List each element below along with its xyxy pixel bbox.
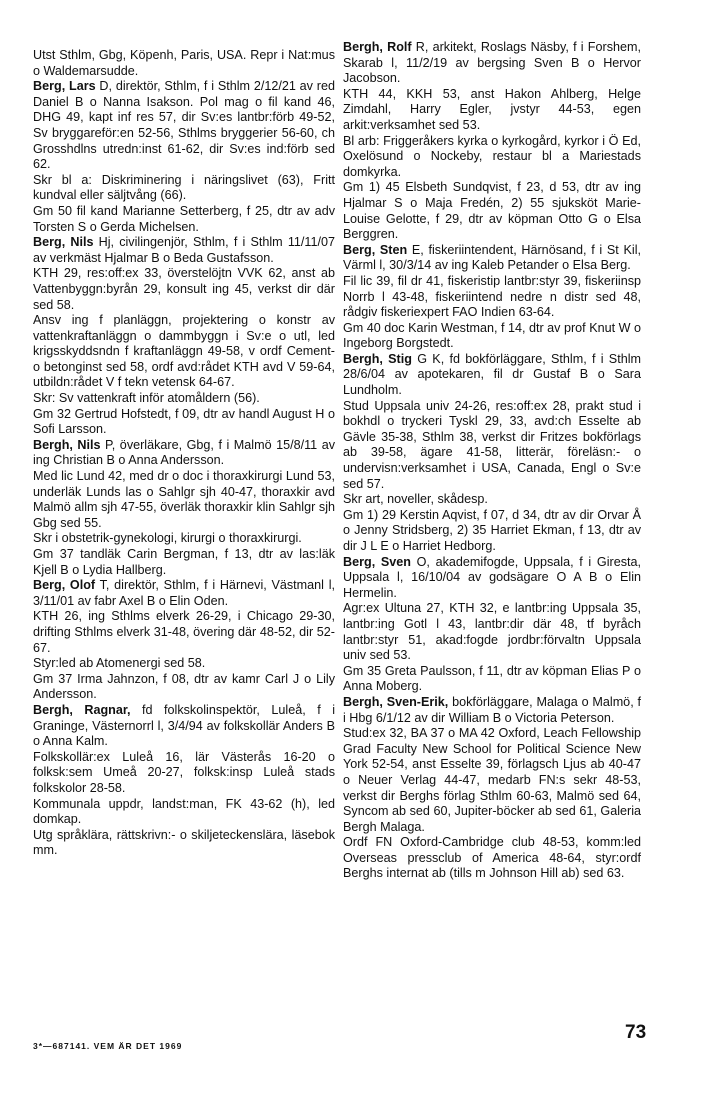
biography-paragraph	[343, 87, 641, 134]
biography-paragraph	[33, 469, 335, 531]
biography-paragraph	[343, 321, 641, 352]
biography-paragraph	[343, 835, 641, 882]
entry-text: T, direktör, Sthlm, f i Härnevi, Västmanl l, 3/11/01 av fabr Axel B o Elin Oden.	[33, 578, 335, 608]
footer-code: 3*—687141. VEM ÄR DET 1969	[33, 1041, 183, 1051]
entry-text: Ansv ing f planläggn, projektering o konstr av vattenkraftanläggn o dammbyggn i Sv:e o utl, led krigsskyddsndn f kraftanläggn 49-58, v ordf Cement- o betonginst sed 58, ordf avd:rådet KTH avd V 59-64, utbildn:rådet V f tekn vetensk 64-67.	[33, 313, 335, 390]
entry-text: D, direktör, Sthlm, f i Sthlm 2/12/21 av red Daniel B o Nanna Isakson. Pol mag o fil kand 46, DHG 49, kapt inf res 57, dir Sv:es lantbr:förb 49-52, Sv bryggareför:en 52-56, Sthlms bryggerier 56-60, ch Grosshdlns utredn:inst 61-62, dir Sv:es ind:förb sed 62.	[33, 79, 335, 172]
entry-name: Berg, Lars	[33, 79, 96, 94]
entry-text: KTH 44, KKH 53, anst Hakon Ahlberg, Helge Zimdahl, Harry Egler, jvstyr 44-53, egen arkit:verksamhet sed 53.	[343, 86, 641, 132]
biography-paragraph	[33, 204, 335, 235]
entry-text: Bl arb: Friggeråkers kyrka o kyrkogård, kyrkor i Ö Ed, Oxelösund o Nockeby, restaur bl a Mariestads domkyrka.	[343, 133, 641, 179]
entry-text: Gm 32 Gertrud Hofstedt, f 09, dtr av handl August H o Sofi Larsson.	[33, 406, 335, 437]
biography-paragraph	[33, 391, 335, 407]
entry-text: Stud:ex 32, BA 37 o MA 42 Oxford, Leach Fellowship Grad Faculty New School for Political Science New York 52-54, anst Esselte 39, förlagsch Ljus ab 40-47 o Neuer Verlag 44-47, medarb FN:s sekr 48-53, verkst dir Berghs förlag Sthlm 60-63, Malmö sed 64, Syncom ab sed 60, Jupiter-böcker ab sed 61, Galeria Bergh Malaga.	[343, 726, 641, 834]
biography-paragraph	[33, 266, 335, 313]
entry-text: Gm 37 Irma Jahnzon, f 08, dtr av kamr Carl J o Lily Andersson.	[33, 671, 335, 702]
page-number: 73	[625, 1022, 647, 1043]
biography-paragraph	[343, 274, 641, 321]
entry-name: Berg, Sven	[343, 554, 411, 569]
entry-name: Bergh, Nils	[33, 437, 101, 452]
entry-text: Gm 50 fil kand Marianne Setterberg, f 25, dtr av adv Torsten S o Gerda Michelsen.	[33, 203, 335, 234]
biography-paragraph	[343, 399, 641, 493]
biography-paragraph	[343, 508, 641, 555]
entry-text: Stud Uppsala univ 24-26, res:off:ex 28, prakt stud i bokhdl o tryckeri Tyskl 29, 33, avd:ch Esselte ab Gävle 35-38, Sthlm 38, verkst dir Fritzes bokförlags ab 39-58, ägare 41-58, litterär, föreläsn:- o undervisn:verksamhet i USA, Canada, Engl o Sv:e sed 57.	[343, 398, 641, 491]
biography-paragraph	[33, 609, 335, 656]
entry-text: Gm 1) 45 Elsbeth Sundqvist, f 23, d 53, dtr av ing Hjalmar S o Maja Fredén, 2) 55 sjuksköt Marie-Louise Gelotte, f 29, dtr av köpman Otto G o Elsa Berggren.	[343, 180, 641, 242]
entry-text: Kommunala uppdr, landst:man, FK 43-62 (h), led domkap.	[33, 796, 335, 827]
entry-name: Berg, Nils	[33, 235, 94, 250]
biography-paragraph	[33, 48, 335, 79]
entry-text: Gm 35 Greta Paulsson, f 11, dtr av köpman Elias P o Anna Moberg.	[343, 663, 641, 694]
biography-paragraph	[343, 601, 641, 663]
biography-paragraph	[33, 828, 335, 859]
biography-entry-head	[343, 352, 641, 399]
entry-name: Bergh, Rolf	[343, 40, 412, 54]
entry-text: R, arkitekt, Roslags Näsby, f i Forshem, Skarab l, 11/2/19 av bergsing Sven B o Hervor Jacobson.	[343, 40, 641, 86]
biography-entry-head	[343, 555, 641, 602]
entry-text: fd folkskolinspektör, Luleå, f i Graninge, Västernorrl l, 3/4/94 av folkskollär Anders B o Anna Kalm.	[33, 702, 335, 749]
biography-paragraph	[33, 313, 335, 391]
biography-paragraph	[33, 173, 335, 204]
entry-name: Bergh, Stig	[343, 351, 412, 366]
biography-entry-head	[33, 578, 335, 609]
biography-entry-head	[33, 79, 335, 173]
biography-paragraph	[343, 492, 641, 508]
biography-entry-head	[33, 438, 335, 469]
entry-text: Utst Sthlm, Gbg, Köpenh, Paris, USA. Repr i Nat:mus o Waldemarsudde.	[33, 48, 335, 78]
entry-text: P, överläkare, Gbg, f i Malmö 15/8/11 av ing Christian B o Anna Andersson.	[33, 437, 335, 468]
entry-text: Gm 1) 29 Kerstin Aqvist, f 07, d 34, dtr av dir Orvar Å o Jenny Stridsberg, 2) 35 Harriet Ekman, f 13, dtr av dir J L E o Harriet Hedborg.	[343, 507, 641, 553]
biography-entry-head	[343, 40, 641, 87]
entry-name: Berg, Sten	[343, 242, 408, 257]
biography-paragraph	[33, 656, 335, 672]
biography-paragraph	[343, 664, 641, 695]
entry-text: Folkskollär:ex Luleå 16, lär Västerås 16-20 o folksk:sem Umeå 20-27, folksk:insp Luleå stads folkskolor 28-58.	[33, 749, 335, 795]
entry-text: O, akademifogde, Uppsala, f i Giresta, Uppsala l, 16/10/04 av godsägare O A B o Elin Hermelin.	[343, 554, 641, 600]
entry-text: Hj, civilingenjör, Sthlm, f i Sthlm 11/11/07 av verkmäst Hjalmar B o Beda Gustafsson.	[33, 235, 335, 265]
biography-paragraph	[343, 180, 641, 242]
entry-name: Berg, Olof	[33, 578, 96, 593]
entry-text: KTH 26, ing Sthlms elverk 26-29, i Chicago 29-30, drifting Sthlms elverk 31-48, övering där 48-52, dir 52-67.	[33, 609, 335, 655]
right-column	[343, 40, 641, 882]
biography-paragraph	[343, 726, 641, 835]
left-column	[33, 48, 335, 859]
biography-paragraph	[33, 750, 335, 797]
entry-name: Bergh, Ragnar,	[33, 702, 131, 717]
biography-paragraph	[33, 547, 335, 578]
entry-text: Skr i obstetrik-gynekologi, kirurgi o thoraxkirurgi.	[33, 531, 302, 546]
biography-paragraph	[33, 797, 335, 828]
biography-entry-head	[343, 695, 641, 726]
entry-text: Skr bl a: Diskriminering i näringslivet (63), Fritt kundval eller säljtvång (66).	[33, 172, 335, 203]
biography-entry-head	[33, 235, 335, 266]
entry-text: Med lic Lund 42, med dr o doc i thoraxkirurgi Lund 53, underläk Lunds las o Sahlgr sjh 40-47, thoraxkir avd Malmö allm sjh 47-55, överläk thoraxkir klin Sahlgr sjh Gbg sed 55.	[33, 469, 335, 530]
entry-text: Skr art, noveller, skådesp.	[343, 492, 488, 507]
entry-text: KTH 29, res:off:ex 33, överstelöjtn VVK 62, anst ab Vattenbyggn:byrån 29, konsult ing 45, verkst dir där sed 58.	[33, 266, 335, 312]
biography-entry-head	[343, 243, 641, 274]
entry-text: Gm 40 doc Karin Westman, f 14, dtr av prof Knut W o Ingeborg Borgstedt.	[343, 320, 641, 351]
entry-name: Bergh, Sven-Erik,	[343, 694, 449, 709]
biography-paragraph	[33, 531, 335, 547]
entry-text: G K, fd bokförläggare, Sthlm, f i Sthlm 28/6/04 av apotekaren, fil dr Gustaf B o Sara Lundholm.	[343, 351, 642, 398]
biography-paragraph	[343, 134, 641, 181]
biography-entry-head	[33, 703, 335, 750]
entry-text: Styr:led ab Atomenergi sed 58.	[33, 656, 206, 671]
entry-text: Skr: Sv vattenkraft inför atomåldern (56).	[33, 391, 260, 406]
entry-text: E, fiskeriintendent, Härnösand, f i St Kil, Värml l, 30/3/14 av ing Kaleb Petander o Elsa Berg.	[343, 242, 641, 273]
biography-paragraph	[33, 407, 335, 438]
entry-text: Ordf FN Oxford-Cambridge club 48-53, komm:led Overseas pressclub of America 48-64, styr:ordf Berghs internat ab (tills m Johnson Hill ab) sed 63.	[343, 835, 641, 881]
entry-text: Utg språklära, rättskrivn:- o skiljeteckenslära, läsebok mm.	[33, 827, 335, 858]
entry-text: Gm 37 tandläk Carin Bergman, f 13, dtr av las:läk Kjell B o Lydia Hallberg.	[33, 547, 335, 577]
entry-text: Agr:ex Ultuna 27, KTH 32, e lantbr:ing Uppsala 35, lantbr:ing Gotl l 43, lantbr:dir där 48, tf byråch lantbr:styr 51, akad:fogde jordbr:förvaltn Uppsala univ sed 53.	[343, 601, 641, 663]
entry-text: Fil lic 39, fil dr 41, fiskeristip lantbr:styr 39, fiskeriinsp Norrb l 43-48, fiskeriintend nedre n distr sed 48, rådgiv fiskeriexpert FAO Indien 63-64.	[343, 273, 641, 320]
biography-paragraph	[33, 672, 335, 703]
entry-text: bokförläggare, Malaga o Malmö, f i Hbg 6/1/12 av dir William B o Victoria Peterson.	[343, 694, 642, 725]
